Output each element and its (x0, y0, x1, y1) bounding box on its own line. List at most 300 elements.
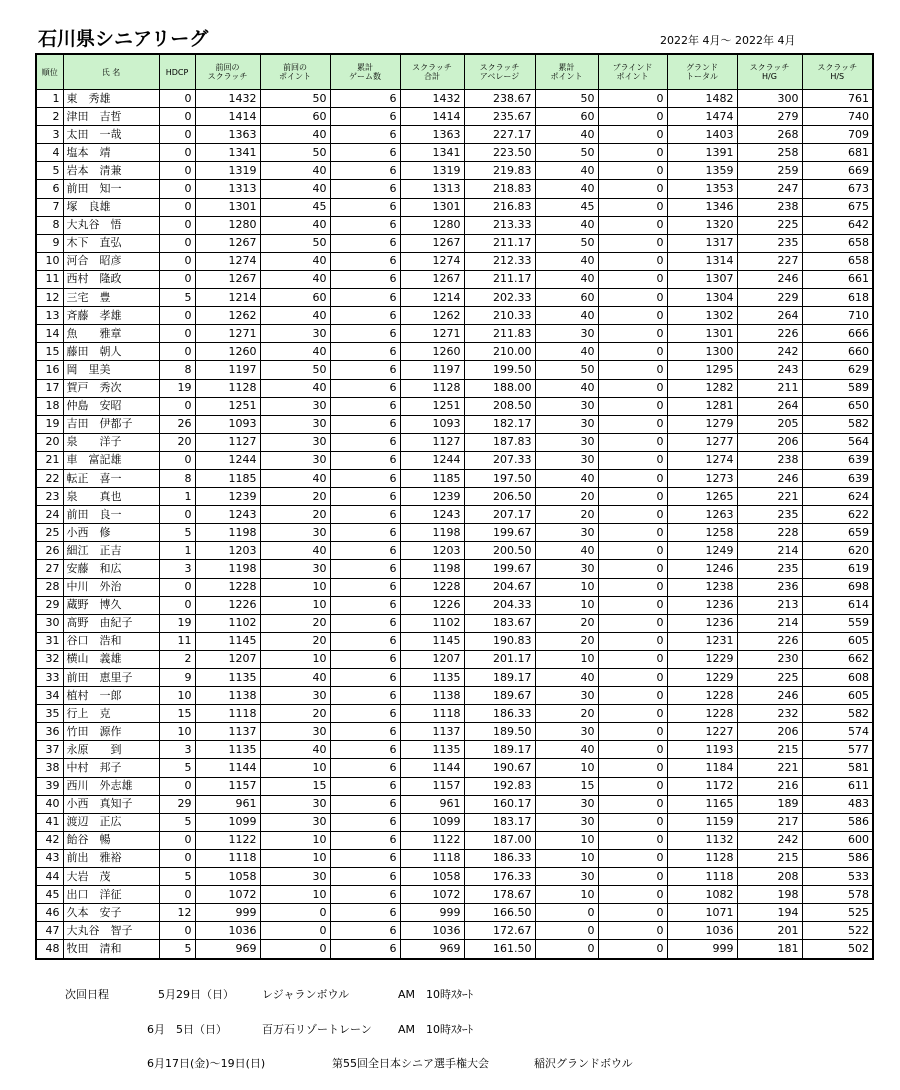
cell-scratch-total: 1118 (400, 849, 464, 867)
cell-scratch-hg: 214 (737, 614, 802, 632)
cell-total-points: 10 (535, 849, 598, 867)
cell-name: 岩本 清兼 (63, 162, 159, 180)
cell-prev-scratch: 1251 (195, 397, 260, 415)
table-row (36, 216, 873, 234)
cell-hdcp: 0 (159, 506, 195, 524)
cell-total-points: 30 (535, 433, 598, 451)
cell-hdcp: 0 (159, 180, 195, 198)
cell-rank: 16 (36, 361, 63, 379)
cell-prev-points: 30 (260, 433, 330, 451)
cell-scratch-total: 1271 (400, 325, 464, 343)
cell-hdcp: 8 (159, 469, 195, 487)
cell-scratch-total: 1363 (400, 126, 464, 144)
cell-rank: 37 (36, 741, 63, 759)
cell-total-games: 6 (330, 270, 400, 288)
cell-grand-total: 1236 (667, 596, 737, 614)
cell-total-points: 40 (535, 469, 598, 487)
cell-prev-points: 10 (260, 831, 330, 849)
table-row (36, 578, 873, 596)
cell-scratch-hs: 533 (802, 868, 873, 886)
cell-rank: 36 (36, 723, 63, 741)
cell-rank: 38 (36, 759, 63, 777)
cell-scratch-hg: 246 (737, 687, 802, 705)
cell-rank: 8 (36, 216, 63, 234)
table-row (36, 451, 873, 469)
cell-scratch-total: 1144 (400, 759, 464, 777)
standings-table (35, 53, 874, 960)
cell-total-points: 20 (535, 632, 598, 650)
cell-grand-total: 1282 (667, 379, 737, 397)
cell-scratch-average: 210.00 (464, 343, 535, 361)
cell-grand-total: 1172 (667, 777, 737, 795)
cell-total-games: 6 (330, 940, 400, 959)
cell-blind-points: 0 (598, 795, 667, 813)
cell-scratch-hg: 232 (737, 705, 802, 723)
cell-grand-total: 1229 (667, 669, 737, 687)
column-header-blind-points: ブラインド ポイント (598, 54, 667, 90)
cell-name: 蔵野 博久 (63, 596, 159, 614)
cell-hdcp: 10 (159, 687, 195, 705)
cell-total-games: 6 (330, 415, 400, 433)
cell-prev-points: 30 (260, 325, 330, 343)
cell-scratch-hg: 238 (737, 451, 802, 469)
cell-rank: 41 (36, 813, 63, 831)
cell-rank: 7 (36, 198, 63, 216)
cell-prev-scratch: 1244 (195, 451, 260, 469)
cell-scratch-hs: 650 (802, 397, 873, 415)
cell-scratch-hg: 208 (737, 868, 802, 886)
cell-blind-points: 0 (598, 741, 667, 759)
cell-scratch-hs: 483 (802, 795, 873, 813)
cell-name: 前田 知一 (63, 180, 159, 198)
cell-total-points: 10 (535, 596, 598, 614)
cell-scratch-hg: 211 (737, 379, 802, 397)
cell-rank: 44 (36, 868, 63, 886)
cell-scratch-hs: 589 (802, 379, 873, 397)
cell-blind-points: 0 (598, 542, 667, 560)
cell-scratch-total: 1280 (400, 216, 464, 234)
cell-name: 細江 正吉 (63, 542, 159, 560)
cell-name: 安藤 和広 (63, 560, 159, 578)
cell-rank: 18 (36, 397, 63, 415)
cell-name: 賀戸 秀次 (63, 379, 159, 397)
cell-rank: 31 (36, 632, 63, 650)
cell-scratch-total: 1058 (400, 868, 464, 886)
cell-name: 泉 真也 (63, 488, 159, 506)
cell-scratch-hs: 600 (802, 831, 873, 849)
cell-total-games: 6 (330, 596, 400, 614)
cell-grand-total: 1082 (667, 886, 737, 904)
cell-total-games: 6 (330, 741, 400, 759)
cell-total-points: 10 (535, 578, 598, 596)
cell-scratch-total: 1122 (400, 831, 464, 849)
cell-total-points: 0 (535, 904, 598, 922)
cell-rank: 45 (36, 886, 63, 904)
cell-scratch-hg: 214 (737, 542, 802, 560)
cell-rank: 14 (36, 325, 63, 343)
cell-blind-points: 0 (598, 108, 667, 126)
cell-total-points: 40 (535, 126, 598, 144)
cell-prev-scratch: 1214 (195, 289, 260, 307)
cell-blind-points: 0 (598, 669, 667, 687)
cell-grand-total: 1071 (667, 904, 737, 922)
cell-scratch-average: 216.83 (464, 198, 535, 216)
cell-name: 谷口 浩和 (63, 632, 159, 650)
cell-prev-scratch: 1102 (195, 614, 260, 632)
cell-scratch-hs: 622 (802, 506, 873, 524)
cell-rank: 1 (36, 90, 63, 108)
cell-scratch-total: 1127 (400, 433, 464, 451)
cell-scratch-hg: 215 (737, 849, 802, 867)
cell-blind-points: 0 (598, 126, 667, 144)
cell-hdcp: 3 (159, 560, 195, 578)
cell-total-games: 6 (330, 650, 400, 668)
cell-rank: 12 (36, 289, 63, 307)
column-header-grand-total: グランド トータル (667, 54, 737, 90)
cell-hdcp: 15 (159, 705, 195, 723)
cell-blind-points: 0 (598, 433, 667, 451)
cell-blind-points: 0 (598, 162, 667, 180)
cell-total-games: 6 (330, 307, 400, 325)
cell-hdcp: 8 (159, 361, 195, 379)
cell-scratch-hs: 614 (802, 596, 873, 614)
cell-blind-points: 0 (598, 252, 667, 270)
cell-blind-points: 0 (598, 596, 667, 614)
cell-scratch-average: 186.33 (464, 849, 535, 867)
column-header-hdcp: HDCP (159, 54, 195, 90)
cell-scratch-hs: 740 (802, 108, 873, 126)
cell-rank: 13 (36, 307, 63, 325)
cell-scratch-total: 1135 (400, 741, 464, 759)
cell-name: 小西 修 (63, 524, 159, 542)
cell-scratch-total: 1157 (400, 777, 464, 795)
cell-prev-points: 40 (260, 669, 330, 687)
table-row (36, 741, 873, 759)
cell-prev-points: 40 (260, 180, 330, 198)
cell-total-games: 6 (330, 632, 400, 650)
cell-grand-total: 1403 (667, 126, 737, 144)
cell-scratch-hs: 620 (802, 542, 873, 560)
cell-total-points: 50 (535, 361, 598, 379)
cell-total-games: 6 (330, 144, 400, 162)
cell-prev-points: 30 (260, 560, 330, 578)
cell-rank: 39 (36, 777, 63, 795)
schedule-date: 6月 5日（日） (147, 1023, 227, 1036)
cell-scratch-hg: 236 (737, 578, 802, 596)
cell-prev-scratch: 1267 (195, 270, 260, 288)
cell-prev-points: 50 (260, 90, 330, 108)
cell-total-games: 6 (330, 379, 400, 397)
cell-total-points: 10 (535, 886, 598, 904)
table-row (36, 849, 873, 867)
cell-blind-points: 0 (598, 469, 667, 487)
cell-scratch-hg: 215 (737, 741, 802, 759)
cell-prev-points: 40 (260, 252, 330, 270)
cell-prev-points: 40 (260, 307, 330, 325)
cell-hdcp: 5 (159, 868, 195, 886)
cell-rank: 47 (36, 922, 63, 940)
cell-rank: 17 (36, 379, 63, 397)
cell-scratch-total: 969 (400, 940, 464, 959)
cell-name: 河合 昭彦 (63, 252, 159, 270)
column-header-name: 氏 名 (63, 54, 159, 90)
cell-blind-points: 0 (598, 560, 667, 578)
cell-grand-total: 1246 (667, 560, 737, 578)
cell-total-games: 6 (330, 488, 400, 506)
table-row (36, 252, 873, 270)
page-title: 石川県シニアリーグ (38, 28, 209, 50)
cell-name: 転正 喜一 (63, 469, 159, 487)
cell-prev-points: 0 (260, 922, 330, 940)
cell-prev-scratch: 1226 (195, 596, 260, 614)
cell-scratch-hs: 669 (802, 162, 873, 180)
cell-scratch-hs: 710 (802, 307, 873, 325)
schedule-venue: 百万石リゾートレーン (262, 1023, 372, 1036)
cell-grand-total: 1258 (667, 524, 737, 542)
cell-rank: 10 (36, 252, 63, 270)
cell-hdcp: 12 (159, 904, 195, 922)
cell-scratch-average: 219.83 (464, 162, 535, 180)
cell-prev-scratch: 1341 (195, 144, 260, 162)
cell-total-games: 6 (330, 904, 400, 922)
cell-scratch-hg: 247 (737, 180, 802, 198)
cell-total-points: 20 (535, 614, 598, 632)
cell-scratch-total: 1228 (400, 578, 464, 596)
cell-hdcp: 19 (159, 614, 195, 632)
cell-scratch-average: 183.17 (464, 813, 535, 831)
cell-scratch-total: 1197 (400, 361, 464, 379)
cell-hdcp: 0 (159, 252, 195, 270)
cell-scratch-average: 192.83 (464, 777, 535, 795)
cell-scratch-average: 161.50 (464, 940, 535, 959)
cell-scratch-hg: 238 (737, 198, 802, 216)
cell-blind-points: 0 (598, 614, 667, 632)
cell-scratch-hs: 642 (802, 216, 873, 234)
cell-name: 飴谷 暢 (63, 831, 159, 849)
cell-prev-points: 30 (260, 868, 330, 886)
cell-total-games: 6 (330, 108, 400, 126)
cell-scratch-average: 190.67 (464, 759, 535, 777)
cell-total-points: 30 (535, 415, 598, 433)
cell-prev-points: 30 (260, 397, 330, 415)
cell-name: 牧田 清和 (63, 940, 159, 959)
table-row (36, 886, 873, 904)
schedule-time: AM 10時ｽﾀｰﾄ (398, 988, 474, 1001)
column-header-rank: 順位 (36, 54, 63, 90)
cell-grand-total: 1314 (667, 252, 737, 270)
cell-grand-total: 1482 (667, 90, 737, 108)
table-row (36, 687, 873, 705)
cell-name: 久本 安子 (63, 904, 159, 922)
cell-prev-scratch: 1313 (195, 180, 260, 198)
cell-scratch-average: 189.17 (464, 669, 535, 687)
cell-scratch-total: 1274 (400, 252, 464, 270)
cell-rank: 9 (36, 234, 63, 252)
cell-rank: 48 (36, 940, 63, 959)
cell-scratch-average: 189.17 (464, 741, 535, 759)
cell-scratch-hg: 225 (737, 216, 802, 234)
cell-prev-scratch: 1138 (195, 687, 260, 705)
cell-name: 車 富記雄 (63, 451, 159, 469)
cell-scratch-hs: 502 (802, 940, 873, 959)
cell-grand-total: 1279 (667, 415, 737, 433)
cell-scratch-hg: 217 (737, 813, 802, 831)
cell-total-games: 6 (330, 614, 400, 632)
cell-prev-scratch: 1262 (195, 307, 260, 325)
schedule-label: 次回日程 (65, 988, 109, 1001)
cell-name: 藤田 朝人 (63, 343, 159, 361)
cell-prev-scratch: 1274 (195, 252, 260, 270)
cell-rank: 26 (36, 542, 63, 560)
cell-blind-points: 0 (598, 488, 667, 506)
table-row (36, 234, 873, 252)
cell-scratch-hs: 761 (802, 90, 873, 108)
cell-rank: 11 (36, 270, 63, 288)
cell-grand-total: 1193 (667, 741, 737, 759)
cell-name: 行上 克 (63, 705, 159, 723)
cell-scratch-average: 206.50 (464, 488, 535, 506)
cell-total-games: 6 (330, 524, 400, 542)
cell-blind-points: 0 (598, 886, 667, 904)
cell-prev-scratch: 1207 (195, 650, 260, 668)
cell-blind-points: 0 (598, 144, 667, 162)
cell-grand-total: 1274 (667, 451, 737, 469)
cell-rank: 4 (36, 144, 63, 162)
cell-blind-points: 0 (598, 650, 667, 668)
table-row (36, 162, 873, 180)
cell-grand-total: 1249 (667, 542, 737, 560)
cell-prev-scratch: 1122 (195, 831, 260, 849)
cell-total-points: 40 (535, 162, 598, 180)
cell-name: 髙野 由紀子 (63, 614, 159, 632)
cell-scratch-hg: 221 (737, 488, 802, 506)
cell-blind-points: 0 (598, 578, 667, 596)
cell-total-points: 40 (535, 216, 598, 234)
cell-total-games: 6 (330, 451, 400, 469)
cell-scratch-hg: 227 (737, 252, 802, 270)
cell-scratch-hg: 235 (737, 506, 802, 524)
cell-scratch-hg: 213 (737, 596, 802, 614)
cell-total-points: 10 (535, 650, 598, 668)
table-row (36, 469, 873, 487)
cell-name: 西川 外志雄 (63, 777, 159, 795)
cell-hdcp: 26 (159, 415, 195, 433)
cell-prev-scratch: 1118 (195, 849, 260, 867)
cell-total-points: 30 (535, 397, 598, 415)
cell-hdcp: 0 (159, 270, 195, 288)
schedule-date: 6月17日(金)～19日(日) (147, 1057, 266, 1070)
cell-blind-points: 0 (598, 723, 667, 741)
cell-rank: 33 (36, 669, 63, 687)
cell-scratch-total: 1145 (400, 632, 464, 650)
cell-scratch-total: 1099 (400, 813, 464, 831)
cell-total-points: 60 (535, 108, 598, 126)
cell-scratch-hg: 181 (737, 940, 802, 959)
cell-scratch-average: 189.50 (464, 723, 535, 741)
cell-scratch-average: 207.33 (464, 451, 535, 469)
cell-blind-points: 0 (598, 506, 667, 524)
cell-scratch-hs: 639 (802, 451, 873, 469)
cell-total-games: 6 (330, 180, 400, 198)
cell-rank: 3 (36, 126, 63, 144)
cell-scratch-total: 1198 (400, 524, 464, 542)
cell-blind-points: 0 (598, 813, 667, 831)
cell-scratch-hs: 661 (802, 270, 873, 288)
cell-rank: 34 (36, 687, 63, 705)
cell-scratch-hs: 660 (802, 343, 873, 361)
cell-scratch-average: 199.67 (464, 560, 535, 578)
cell-name: 木下 直弘 (63, 234, 159, 252)
cell-prev-scratch: 1137 (195, 723, 260, 741)
cell-prev-points: 40 (260, 469, 330, 487)
cell-scratch-average: 199.67 (464, 524, 535, 542)
cell-scratch-average: 189.67 (464, 687, 535, 705)
table-row (36, 614, 873, 632)
cell-scratch-average: 212.33 (464, 252, 535, 270)
cell-prev-scratch: 1319 (195, 162, 260, 180)
cell-name: 東 秀雄 (63, 90, 159, 108)
cell-scratch-hg: 206 (737, 723, 802, 741)
table-row (36, 397, 873, 415)
cell-scratch-hs: 624 (802, 488, 873, 506)
cell-name: 中村 邦子 (63, 759, 159, 777)
cell-grand-total: 1227 (667, 723, 737, 741)
cell-total-points: 50 (535, 234, 598, 252)
cell-blind-points: 0 (598, 904, 667, 922)
cell-prev-scratch: 1301 (195, 198, 260, 216)
cell-scratch-total: 1260 (400, 343, 464, 361)
cell-name: 魚 雅章 (63, 325, 159, 343)
cell-hdcp: 11 (159, 632, 195, 650)
cell-blind-points: 0 (598, 451, 667, 469)
cell-blind-points: 0 (598, 270, 667, 288)
table-row (36, 922, 873, 940)
cell-blind-points: 0 (598, 632, 667, 650)
cell-hdcp: 0 (159, 198, 195, 216)
cell-total-games: 6 (330, 216, 400, 234)
cell-name: 横山 義雄 (63, 650, 159, 668)
cell-prev-points: 20 (260, 632, 330, 650)
cell-blind-points: 0 (598, 524, 667, 542)
cell-scratch-hg: 246 (737, 469, 802, 487)
cell-hdcp: 0 (159, 126, 195, 144)
cell-blind-points: 0 (598, 198, 667, 216)
cell-total-games: 6 (330, 234, 400, 252)
cell-scratch-total: 999 (400, 904, 464, 922)
cell-scratch-average: 204.67 (464, 578, 535, 596)
cell-rank: 42 (36, 831, 63, 849)
cell-total-points: 30 (535, 813, 598, 831)
cell-name: 太田 一哉 (63, 126, 159, 144)
cell-hdcp: 20 (159, 433, 195, 451)
cell-rank: 24 (36, 506, 63, 524)
cell-scratch-hs: 605 (802, 687, 873, 705)
cell-scratch-total: 1341 (400, 144, 464, 162)
cell-scratch-average: 187.83 (464, 433, 535, 451)
cell-grand-total: 1159 (667, 813, 737, 831)
cell-total-points: 40 (535, 252, 598, 270)
cell-grand-total: 1263 (667, 506, 737, 524)
cell-prev-scratch: 1203 (195, 542, 260, 560)
cell-scratch-total: 1301 (400, 198, 464, 216)
cell-prev-scratch: 1363 (195, 126, 260, 144)
cell-name: 中川 外治 (63, 578, 159, 596)
cell-scratch-average: 218.83 (464, 180, 535, 198)
column-header-scratch-hs: スクラッチ H/S (802, 54, 873, 90)
cell-name: 塚 良雄 (63, 198, 159, 216)
cell-scratch-average: 186.33 (464, 705, 535, 723)
cell-blind-points: 0 (598, 307, 667, 325)
